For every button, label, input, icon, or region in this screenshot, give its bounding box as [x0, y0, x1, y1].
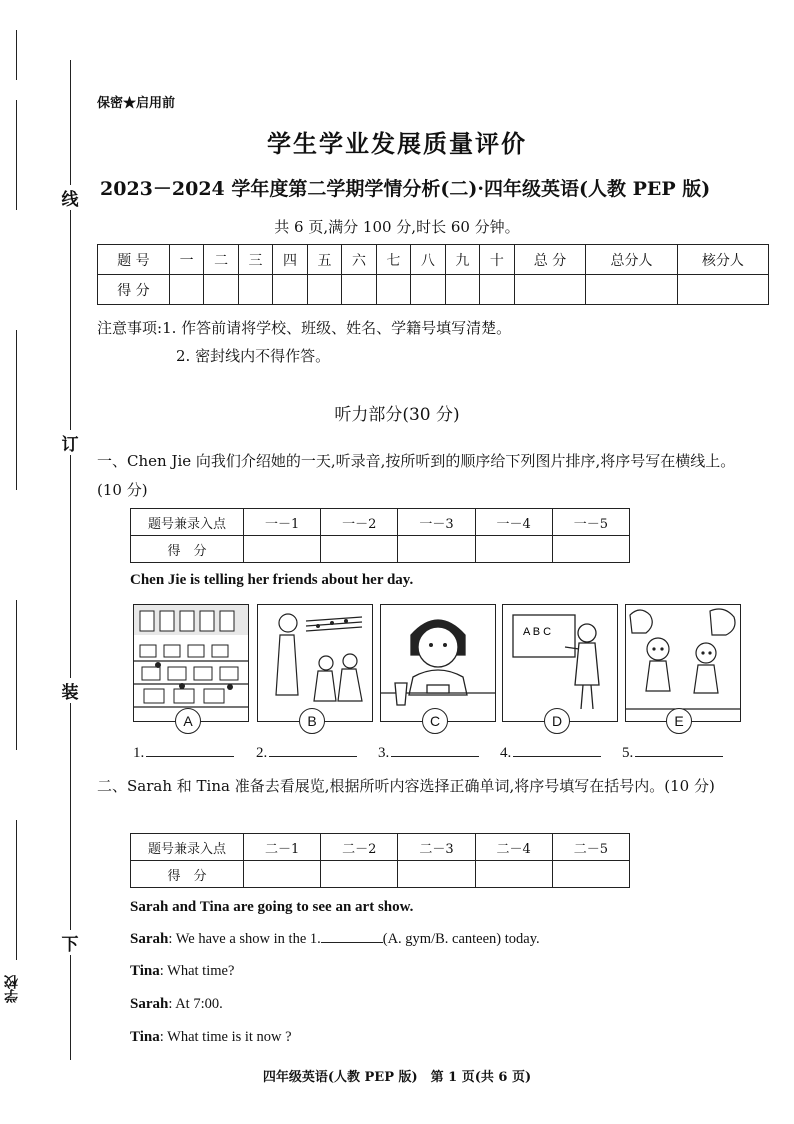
score-input-cell[interactable] [376, 275, 410, 305]
dialogue-text: We have a show in the 1. [175, 931, 321, 947]
q2-score-header-cell: 二－5 [552, 834, 629, 861]
picture-e-going-home [625, 604, 741, 722]
score-input-cell[interactable] [273, 275, 307, 305]
binding-char-ding: 订 [58, 430, 82, 455]
dialogue-text: What time is it now ? [167, 1029, 292, 1045]
dialogue-line-1: Sarah: We have a show in the 1. (A. gym/B. canteen) today. [130, 931, 540, 947]
q1-score-header-cell: 题号兼录入点 [131, 509, 244, 536]
binding-char-xia: 下 [58, 930, 82, 955]
q1-score-header-cell: 一－1 [244, 509, 321, 536]
score-header-cell: 九 [445, 245, 479, 275]
english-class-illustration [503, 605, 617, 721]
picture-d-english-class [502, 604, 618, 722]
score-header-cell: 题 号 [98, 245, 170, 275]
score-input-cell[interactable] [169, 275, 203, 305]
going-home-illustration [626, 605, 740, 721]
score-input-cell[interactable] [342, 275, 376, 305]
score-header-cell: 十 [480, 245, 514, 275]
picture-c-lunch [380, 604, 496, 722]
binding-char-zhuang: 装 [58, 678, 82, 703]
speaker-name: Sarah [130, 931, 169, 947]
answer-blank[interactable] [321, 930, 383, 943]
answer-slot-1[interactable] [133, 742, 234, 762]
score-header-cell: 七 [376, 245, 410, 275]
score-header-cell: 八 [411, 245, 445, 275]
picture-label-b: B [299, 708, 325, 734]
score-input-cell[interactable] [238, 275, 272, 305]
score-header-cell: 五 [307, 245, 341, 275]
sidebar-line [16, 600, 17, 750]
q1-score-header-cell: 一－5 [552, 509, 629, 536]
q1-score-header-cell: 一－2 [321, 509, 398, 536]
picture-a-computer-room [133, 604, 249, 722]
score-input-cell[interactable] [398, 861, 475, 888]
page-footer: 四年级英语(人教 PEP 版) 第 1 页(共 6 页) [262, 1070, 532, 1085]
dialogue-options: (A. gym/B. canteen) today. [382, 931, 540, 947]
notes-line-1 [97, 314, 511, 342]
answer-blank[interactable] [513, 742, 601, 757]
answer-number: 4. [500, 745, 512, 761]
answer-number: 1. [133, 745, 145, 761]
score-input-cell[interactable] [244, 861, 321, 888]
score-header-cell: 核分人 [677, 245, 768, 275]
picture-label-d: D [544, 708, 570, 734]
dialogue-text: At 7:00. [175, 996, 223, 1012]
answer-blank[interactable] [391, 742, 479, 757]
q1-heading: Chen Jie is telling her friends about her day. [130, 572, 414, 588]
notes-item-1: 1. 作答前请将学校、班级、姓名、学籍号填写清楚。 [162, 319, 512, 337]
sidebar-line [16, 820, 17, 960]
q2-score-header-row [131, 834, 630, 861]
exam-subtitle: 2023－2024 学年度第二学期学情分析(二)·四年级英语(人教 PEP 版) [100, 178, 711, 200]
score-header-cell: 三 [238, 245, 272, 275]
answer-number: 3. [378, 745, 390, 761]
picture-label-a: A [175, 708, 201, 734]
score-input-cell[interactable] [480, 275, 514, 305]
speaker-name: Tina [130, 963, 160, 979]
computer-room-illustration [134, 605, 248, 721]
score-input-cell[interactable] [398, 536, 475, 563]
score-input-cell[interactable] [244, 536, 321, 563]
score-header-cell: 总 分 [514, 245, 586, 275]
q1-score-header-cell: 一－3 [398, 509, 475, 536]
sidebar-line [16, 30, 17, 80]
q1-score-table [130, 508, 630, 563]
q2-score-header-cell: 题号兼录入点 [131, 834, 244, 861]
answer-blank[interactable] [269, 742, 357, 757]
lunch-illustration [381, 605, 495, 721]
score-input-cell[interactable] [475, 536, 552, 563]
confidential-label: 保密★启用前 [97, 96, 176, 111]
answer-blank[interactable] [146, 742, 234, 757]
q2-score-row [131, 861, 630, 888]
score-table-score-row [98, 275, 769, 305]
answer-slot-4[interactable] [500, 742, 601, 762]
binding-char-xian: 线 [58, 185, 82, 210]
page-info: 共 6 页,满分 100 分,时长 60 分钟。 [274, 218, 520, 236]
binding-line [70, 60, 71, 1060]
notes-item-2: 2. 密封线内不得作答。 [176, 347, 331, 365]
answer-slot-3[interactable] [378, 742, 479, 762]
dialogue-line-3: Sarah: At 7:00. [130, 996, 223, 1012]
q2-score-header-cell: 二－2 [321, 834, 398, 861]
score-table-header-row [98, 245, 769, 275]
q1-score-header-row [131, 509, 630, 536]
q2-score-row-label: 得 分 [131, 861, 244, 888]
listening-section-title: 听力部分(30 分) [334, 405, 460, 425]
answer-blank[interactable] [635, 742, 723, 757]
score-header-cell: 总分人 [586, 245, 677, 275]
score-header-cell: 四 [273, 245, 307, 275]
music-class-illustration [258, 605, 372, 721]
q2-heading: Sarah and Tina are going to see an art show. [130, 899, 414, 915]
score-input-cell[interactable] [307, 275, 341, 305]
speaker-name: Sarah [130, 996, 169, 1012]
notes-label: 注意事项: [97, 319, 163, 337]
score-input-cell[interactable] [475, 861, 552, 888]
q2-score-header-cell: 二－1 [244, 834, 321, 861]
q1-score-header-cell: 一－4 [475, 509, 552, 536]
picture-label-c: C [422, 708, 448, 734]
notes [97, 314, 511, 370]
score-row-label: 得 分 [98, 275, 170, 305]
answer-number: 2. [256, 745, 268, 761]
score-input-cell[interactable] [411, 275, 445, 305]
q1-score-row-label: 得 分 [131, 536, 244, 563]
score-input-cell[interactable] [204, 275, 238, 305]
page-title: 学生学业发展质量评价 [267, 129, 527, 158]
score-table [97, 244, 769, 305]
speaker-name: Tina [130, 1029, 160, 1045]
board-text: A B C [523, 626, 552, 638]
score-header-cell: 一 [169, 245, 203, 275]
q1-instruction: 一、Chen Jie 向我们介绍她的一天,听录音,按所听到的顺序给下列图片排序,将序号写在横线上。(10 分) [97, 452, 736, 499]
score-input-cell[interactable] [677, 275, 768, 305]
q2-score-table [130, 833, 630, 888]
answer-slot-2[interactable] [256, 742, 357, 762]
score-input-cell[interactable] [552, 536, 629, 563]
score-input-cell[interactable] [321, 536, 398, 563]
answer-slot-5[interactable] [622, 742, 723, 762]
dialogue-text: What time? [167, 963, 235, 979]
q2-instruction: 二、Sarah 和 Tina 准备去看展览,根据所听内容选择正确单词,将序号填写在括号内。(10 分) [97, 777, 715, 795]
answer-number: 5. [622, 745, 634, 761]
score-input-cell[interactable] [514, 275, 586, 305]
score-input-cell[interactable] [445, 275, 479, 305]
dialogue-line-4: Tina: What time is it now ? [130, 1029, 292, 1045]
score-input-cell[interactable] [552, 861, 629, 888]
score-header-cell: 二 [204, 245, 238, 275]
picture-b-music-class [257, 604, 373, 722]
picture-label-e: E [666, 708, 692, 734]
q2-score-header-cell: 二－3 [398, 834, 475, 861]
q2-score-header-cell: 二－4 [475, 834, 552, 861]
score-header-cell: 六 [342, 245, 376, 275]
q1-score-row [131, 536, 630, 563]
score-input-cell[interactable] [586, 275, 677, 305]
score-input-cell[interactable] [321, 861, 398, 888]
dialogue-line-2: Tina: What time? [130, 963, 235, 979]
school-label: 学校 [4, 975, 20, 1003]
